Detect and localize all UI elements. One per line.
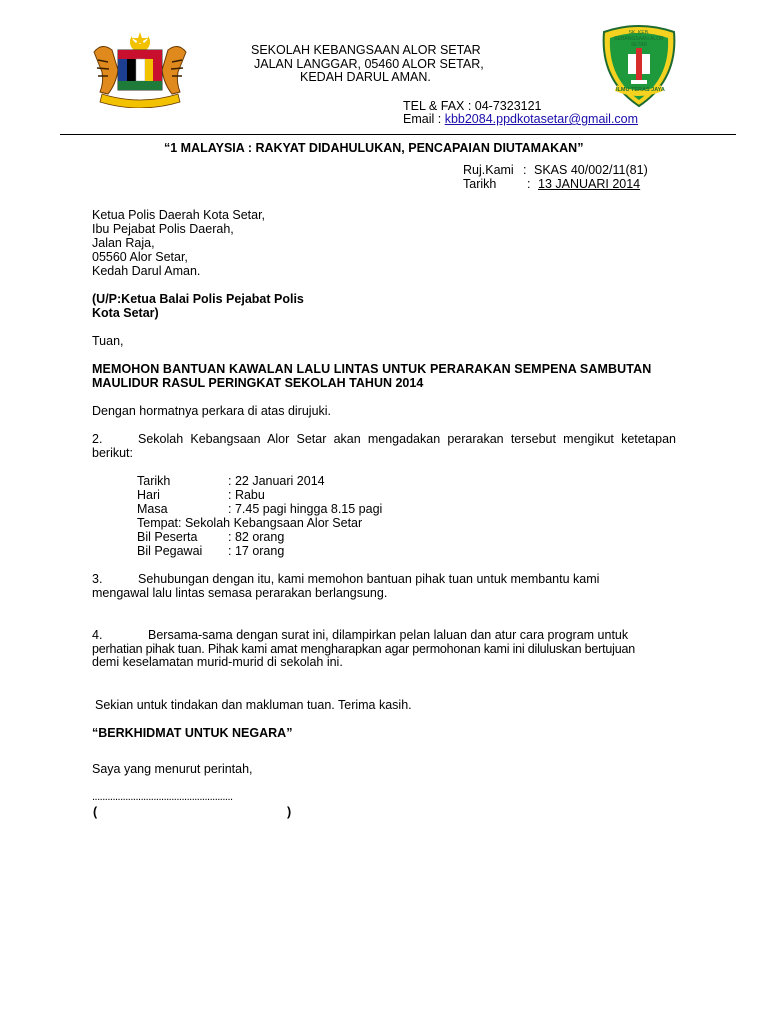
recipient-line: Kedah Darul Aman. (92, 264, 201, 278)
detail-value: : 22 Januari 2014 (228, 474, 325, 488)
detail-row (137, 474, 325, 488)
detail-value: : 82 orang (228, 530, 285, 544)
closing-sentence: Sekian untuk tindakan dan makluman tuan. Terima kasih. (95, 698, 412, 712)
reference-ruj (463, 163, 648, 177)
subject-line: MEMOHON BANTUAN KAWALAN LALU LINTAS UNTUK PERARAKAN SEMPENA SAMBUTAN (92, 362, 652, 376)
school-logo (598, 24, 680, 108)
detail-row (137, 530, 284, 544)
detail-row (137, 544, 284, 558)
attention-line: (U/P:Ketua Balai Polis Pejabat Polis (92, 292, 304, 306)
salutation: Tuan, (92, 334, 124, 348)
attention-line: Kota Setar) (92, 306, 159, 320)
detail-value: : 17 orang (228, 544, 285, 558)
detail-row (137, 516, 362, 530)
school-logo-text: SK. KEB. KEBANGSAAN ALOR SETAR (614, 30, 664, 48)
detail-label: Tarikh (137, 474, 171, 488)
para-3-number: 3. (92, 572, 103, 586)
email-line (403, 112, 638, 126)
recipient-line: 05560 Alor Setar, (92, 250, 188, 264)
para-4-number: 4. (92, 628, 103, 642)
motto: “BERKHIDMAT UNTUK NEGARA” (92, 726, 293, 740)
detail-value: : Sekolah Kebangsaan Alor Setar (178, 516, 363, 530)
detail-label: Tempat (137, 516, 178, 530)
signature-line: ....................................................... (92, 791, 233, 803)
subject-line: MAULIDUR RASUL PERINGKAT SEKOLAH TAHUN 2014 (92, 376, 424, 390)
detail-label: Hari (137, 488, 160, 502)
header-divider (60, 134, 736, 135)
signoff: Saya yang menurut perintah, (92, 762, 253, 776)
signature-open-paren: ( (93, 805, 98, 819)
tarikh-value: 13 JANUARI 2014 (538, 177, 641, 191)
para-3-line: Sehubungan dengan itu, kami memohon bantuan pihak tuan untuk membantu kami (138, 572, 600, 586)
detail-value: : 7.45 pagi hingga 8.15 pagi (228, 502, 383, 516)
ruj-label: Ruj.Kami (463, 163, 514, 177)
recipient-line: Ketua Polis Daerah Kota Setar, (92, 208, 266, 222)
signature-close-paren: ) (287, 805, 292, 819)
school-name: SEKOLAH KEBANGSAAN ALOR SETAR (251, 43, 481, 57)
ruj-sep: : (523, 163, 527, 177)
detail-value: : Rabu (228, 488, 265, 502)
tel-fax: TEL & FAX : 04-7323121 (403, 99, 542, 113)
para-3-line: mengawal lalu lintas semasa perarakan berlangsung. (92, 586, 388, 600)
ruj-value: SKAS 40/002/11(81) (534, 163, 648, 177)
slogan: “1 MALAYSIA : RAKYAT DIDAHULUKAN, PENCAPAIAN DIUTAMAKAN” (164, 141, 584, 155)
detail-row (137, 488, 265, 502)
school-motto: ILMU TERAS JAYA (616, 87, 665, 93)
para-4-line: demi keselamatan murid-murid di sekolah ini. (92, 655, 343, 669)
recipient-line: Jalan Raja, (92, 236, 155, 250)
para-2-text: Sekolah Kebangsaan Alor Setar akan mengadakan perarakan tersebut mengikut ketetapan berikut: (92, 432, 676, 460)
email-link[interactable]: kbb2084.ppdkotasetar@gmail.com (444, 112, 639, 126)
reference-tarikh (463, 177, 640, 191)
tarikh-sep: : (527, 177, 531, 191)
para-2-number: 2. (92, 432, 103, 446)
school-address: JALAN LANGGAR, 05460 ALOR SETAR, (254, 57, 484, 71)
email-label: Email : (403, 112, 445, 126)
opening-sentence: Dengan hormatnya perkara di atas dirujuki. (92, 404, 332, 418)
tarikh-label: Tarikh (463, 177, 497, 191)
school-state: KEDAH DARUL AMAN. (300, 70, 431, 84)
para-4-line: perhatian pihak tuan. Pihak kami amat mengharapkan agar permohonan kami ini diluluskan bertujuan (92, 642, 635, 656)
coat-of-arms-logo (88, 30, 192, 108)
detail-label: Masa (137, 502, 168, 516)
recipient-line: Ibu Pejabat Polis Daerah, (92, 222, 234, 236)
para-4-line: Bersama-sama dengan surat ini, dilampirkan pelan laluan dan atur cara program untuk (148, 628, 629, 642)
detail-label: Bil Pegawai (137, 544, 203, 558)
detail-row (137, 502, 382, 516)
detail-label: Bil Peserta (137, 530, 198, 544)
